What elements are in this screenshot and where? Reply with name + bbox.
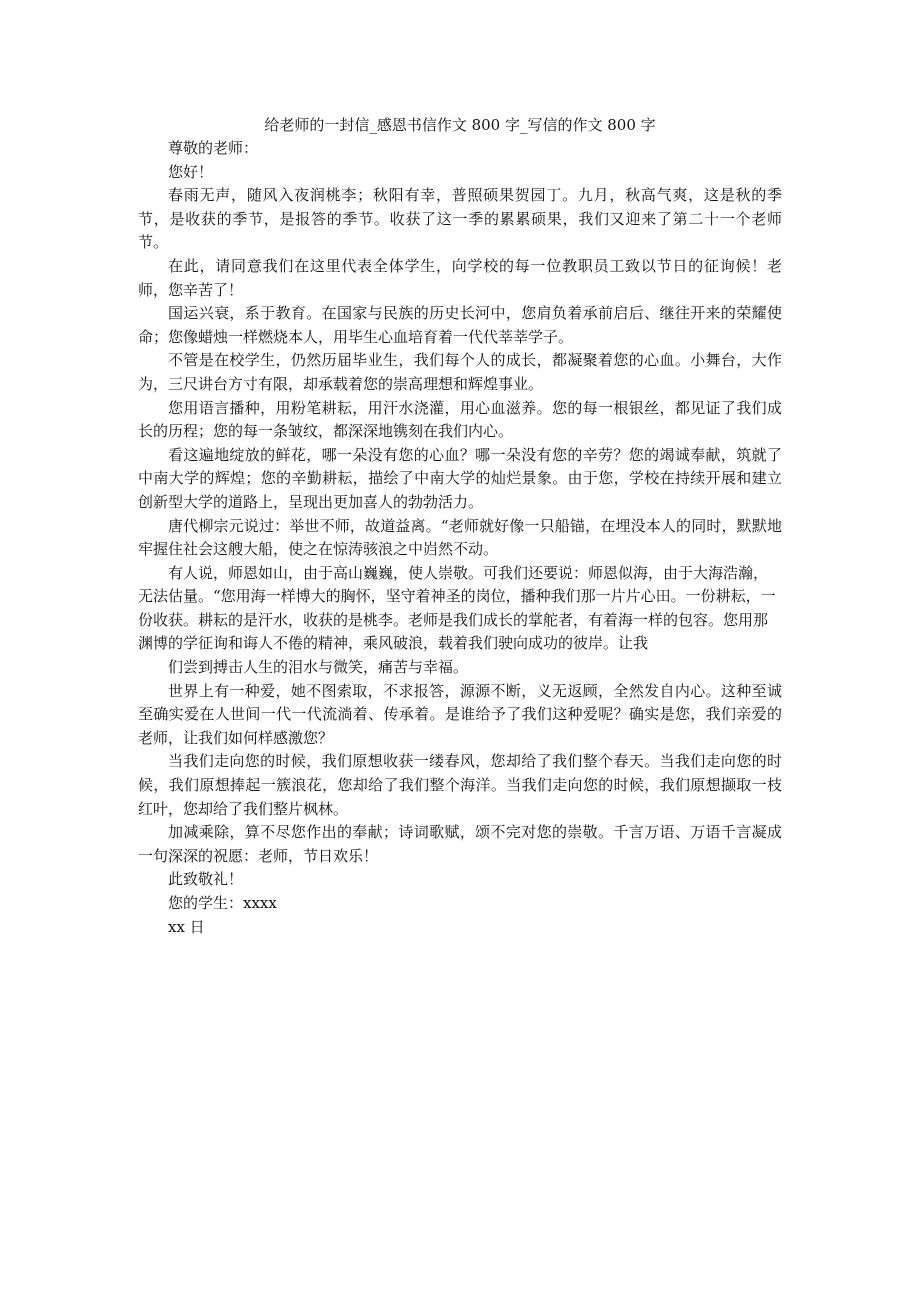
- paragraph: 世界上有一种爱，她不图索取，不求报答，源源不断，义无返顾，全然发自内心。这种至诚至确实爱在人世间一代一代流淌着、传承着。是谁给予了我们这种爱呢？确实是您，我们亲爱的老师，让我们如何样感激您？: [138, 681, 782, 747]
- paragraph: 国运兴衰，系于教育。在国家与民族的历史长河中，您肩负着承前启后、继往开来的荣耀使命；您像蜡烛一样燃烧本人，用毕生心血培育着一代代莘莘学子。: [138, 304, 782, 346]
- salutation: 尊敬的老师：: [168, 139, 259, 157]
- paragraph: 们尝到搏击人生的泪水与微笑，痛苦与幸福。: [168, 658, 469, 677]
- paragraph: 唐代柳宗元说过：举世不师，故道益离。“老师就好像一只船锚，在埋没本人的同时，默默地牢握住社会这艘大船，使之在惊涛骇浪之中岿然不动。: [138, 516, 782, 559]
- paragraph: 有人说，师恩如山，由于高山巍巍，使人崇敬。可我们还要说：师恩似海，由于大海浩瀚，无法估量。“您用海一样博大的胸怀，坚守着神圣的岗位，播种我们那一片片心田。一份耕耘，一份收获。耕耘的是汗水，收获的是桃李。老师是我们成长的掌舵者，有着海一样的包容。您用那渊博的学征询和诲人不倦的精神，乘风破浪，载着我们驶向成功的彼岸。让我: [138, 563, 776, 653]
- greeting: 您好！: [168, 162, 214, 181]
- paragraph: 春雨无声，随风入夜润桃李；秋阳有幸，普照硕果贺园丁。九月，秋高气爽，这是秋的季节，是收获的季节，是报答的季节。收获了这一季的累累硕果，我们又迎来了第二十一个老师节。: [138, 186, 782, 252]
- letter-body: [138, 137, 782, 939]
- closing: 此致敬礼！: [168, 870, 244, 889]
- paragraph: 不管是在校学生，仍然历届毕业生，我们每个人的成长，都凝聚着您的心血。小舞台，大作为，三尺讲台方寸有限，却承载着您的崇高理想和辉煌事业。: [138, 351, 782, 393]
- paragraph: 看这遍地绽放的鲜花，哪一朵没有您的心血？哪一朵没有您的辛劳？您的竭诚奉献，筑就了中南大学的辉煌；您的辛勤耕耘，描绘了中南大学的灿烂景象。由于您，学校在持续开展和建立创新型大学的道路上，呈现出更加喜人的勃勃活力。: [138, 445, 782, 511]
- date-line: xx 日: [168, 917, 205, 936]
- paragraph: 当我们走向您的时候，我们原想收获一缕春风，您却给了我们整个春天。当我们走向您的时候，我们原想捧起一簇浪花，您却给了我们整个海洋。当我们走向您的时候，我们原想撷取一枝红叶，您却给了我们整片枫林。: [138, 752, 782, 818]
- document-title: 给老师的一封信_感恩书信作文 800 字_写信的作文 800 字: [264, 116, 656, 134]
- paragraph: 您用语言播种，用粉笔耕耘，用汗水浇灌，用心血滋养。您的每一根银丝，都见证了我们成长的历程；您的每一条皱纹，都深深地镌刻在我们内心。: [138, 398, 782, 441]
- paragraph: 加减乘除，算不尽您作出的奉献；诗词歌赋，颂不完对您的崇敬。千言万语、万语千言凝成一句深深的祝愿：老师，节日欢乐！: [138, 823, 782, 865]
- signature: 您的学生：xxxx: [168, 894, 277, 912]
- paragraph: 在此，请同意我们在这里代表全体学生，向学校的每一位教职员工致以节日的征询候！老师，您辛苦了！: [138, 256, 782, 299]
